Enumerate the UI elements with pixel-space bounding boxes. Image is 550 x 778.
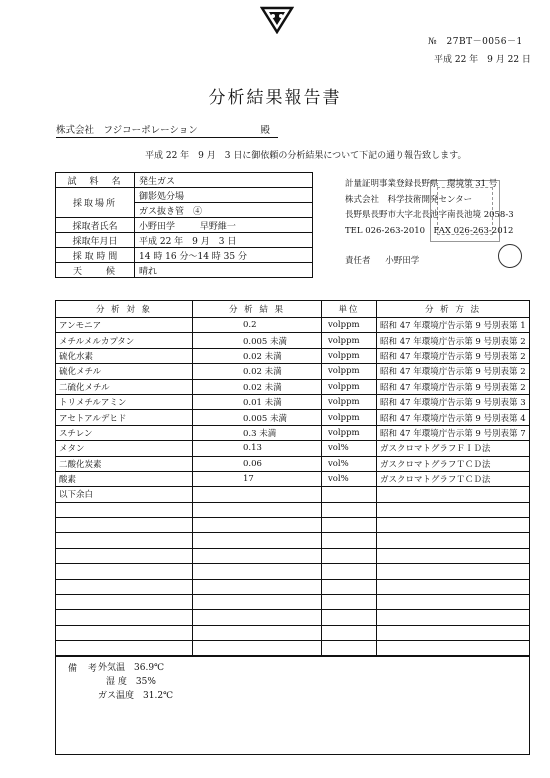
table-row <box>56 318 530 333</box>
cell-result <box>193 502 322 517</box>
cell-method: 昭和 47 年環境庁告示第 9 号別表第 2 <box>377 333 530 348</box>
table-row <box>56 487 530 502</box>
organization-address: 長野県長野市大字北長池字南長池境 2058-3 <box>345 210 514 220</box>
table-row <box>56 333 530 348</box>
sampling-date-value: 平成 22 年 9 月 3 日 <box>135 233 313 248</box>
cell-result: 0.005 未満 <box>193 333 322 348</box>
weather-value: 晴れ <box>135 263 313 278</box>
cell-method: ガスクロマトグラフＴＣＤ法 <box>377 471 530 486</box>
cell-method <box>377 610 530 625</box>
sampling-location-value-2: ガス抜き管 ④ <box>135 203 313 218</box>
table-row <box>56 641 530 656</box>
cell-unit: volppm <box>322 379 377 394</box>
cell-method: 昭和 47 年環境庁告示第 9 号別表第 2 <box>377 364 530 379</box>
cell-result <box>193 579 322 594</box>
responsible-name: 小野田学 <box>385 256 420 266</box>
cell-unit <box>322 487 377 502</box>
results-table <box>55 300 530 657</box>
cell-unit: vol% <box>322 441 377 456</box>
table-row <box>56 548 530 563</box>
cell-result: 0.2 <box>193 318 322 333</box>
table-row <box>56 502 530 517</box>
issue-date: 平成 22 年 9 月 22 日 <box>434 55 531 65</box>
cell-method: ガスクロマトグラフＦＩＤ法 <box>377 441 530 456</box>
sample-info-table <box>55 172 313 278</box>
company-logo-icon <box>260 6 294 34</box>
cell-method <box>377 487 530 502</box>
cell-unit <box>322 533 377 548</box>
recipient-name: 株式会社 フジコーポレーション <box>56 125 198 136</box>
sample-name-label: 試 料 名 <box>56 173 135 188</box>
cell-result <box>193 533 322 548</box>
cell-unit <box>322 610 377 625</box>
table-row <box>56 564 530 579</box>
recipient-line <box>56 122 278 138</box>
table-row <box>56 364 530 379</box>
cell-target <box>56 610 193 625</box>
remarks-box <box>55 655 530 755</box>
personal-seal-icon <box>498 244 522 268</box>
responsible-person <box>345 254 419 266</box>
cell-unit: volppm <box>322 394 377 409</box>
cell-method: 昭和 47 年環境庁告示第 9 号別表第 1 <box>377 318 530 333</box>
cell-result: 0.02 未満 <box>193 379 322 394</box>
cell-unit: volppm <box>322 348 377 363</box>
table-row <box>56 441 530 456</box>
cell-target: スチレン <box>56 425 193 440</box>
col-header-result: 分 析 結 果 <box>193 301 322 318</box>
cell-method: 昭和 47 年環境庁告示第 9 号別表第 2 <box>377 379 530 394</box>
table-row <box>56 579 530 594</box>
cell-unit: volppm <box>322 425 377 440</box>
cell-method: 昭和 47 年環境庁告示第 9 号別表第 4 <box>377 410 530 425</box>
cell-target <box>56 564 193 579</box>
cell-unit: volppm <box>322 364 377 379</box>
cell-method <box>377 518 530 533</box>
table-row <box>56 348 530 363</box>
cell-target: 以下余白 <box>56 487 193 502</box>
results-header-row <box>56 301 530 318</box>
cell-target: メチルメルカプタン <box>56 333 193 348</box>
sampler-label: 採取者氏名 <box>56 218 135 233</box>
cell-target <box>56 595 193 610</box>
recipient-honorific: 殿 <box>260 125 270 136</box>
sample-info-row <box>56 248 313 263</box>
cell-method <box>377 579 530 594</box>
sampler-name-1: 小野田学 <box>139 221 176 232</box>
cell-unit <box>322 548 377 563</box>
table-row <box>56 533 530 548</box>
cell-target: 硫化水素 <box>56 348 193 363</box>
cell-target <box>56 518 193 533</box>
weather-label: 天 候 <box>56 263 135 278</box>
cell-method <box>377 625 530 640</box>
remark-gas-temp: ガス温度 31.2℃ <box>98 691 174 701</box>
table-row <box>56 610 530 625</box>
cell-result: 0.01 未満 <box>193 394 322 409</box>
cell-target: メタン <box>56 441 193 456</box>
cell-method <box>377 564 530 579</box>
cell-target: アンモニア <box>56 318 193 333</box>
cell-target: 二硫化メチル <box>56 379 193 394</box>
cell-unit <box>322 502 377 517</box>
cell-method <box>377 548 530 563</box>
sampling-time-label: 採 取 時 間 <box>56 248 135 263</box>
cell-method: ガスクロマトグラフＴＣＤ法 <box>377 456 530 471</box>
cell-target: トリメチルアミン <box>56 394 193 409</box>
cell-method <box>377 641 530 656</box>
cell-result: 17 <box>193 471 322 486</box>
cell-result: 0.02 未満 <box>193 364 322 379</box>
cell-method: 昭和 47 年環境庁告示第 9 号別表第 7 <box>377 425 530 440</box>
cell-unit: volppm <box>322 410 377 425</box>
sample-info-row <box>56 188 313 203</box>
table-row <box>56 410 530 425</box>
table-row <box>56 595 530 610</box>
cell-target <box>56 641 193 656</box>
cell-result: 0.02 未満 <box>193 348 322 363</box>
cell-result <box>193 641 322 656</box>
sample-name-value: 発生ガス <box>135 173 313 188</box>
cell-unit <box>322 564 377 579</box>
table-row <box>56 518 530 533</box>
cell-result <box>193 625 322 640</box>
table-row <box>56 456 530 471</box>
sampler-name-2: 早野維一 <box>199 221 236 232</box>
col-header-target: 分 析 対 象 <box>56 301 193 318</box>
cell-result <box>193 564 322 579</box>
cell-result: 0.005 未満 <box>193 410 322 425</box>
organization-contact: TEL 026-263-2010 FAX 026-263-2012 <box>345 225 514 236</box>
cell-target <box>56 548 193 563</box>
cell-target <box>56 502 193 517</box>
organization-name: 株式会社 科学技術開発センター <box>345 194 473 205</box>
cell-target: アセトアルデヒド <box>56 410 193 425</box>
table-row <box>56 394 530 409</box>
cell-unit <box>322 641 377 656</box>
cell-result <box>193 595 322 610</box>
remark-outside-temp: 外気温 36.9℃ <box>98 663 165 673</box>
cell-target: 硫化メチル <box>56 364 193 379</box>
intro-text: 平成 22 年 9 月 3 日に御依頼の分析結果について下記の通り報告致します。 <box>145 151 467 161</box>
cell-result <box>193 518 322 533</box>
document-number: № 27BT－0056－1 <box>428 37 523 47</box>
cell-target <box>56 625 193 640</box>
responsible-label: 責任者 <box>345 256 371 266</box>
cell-unit <box>322 625 377 640</box>
cell-target: 二酸化炭素 <box>56 456 193 471</box>
registration-line: 計量証明事業登録長野県 環境第 31 号 <box>345 179 498 189</box>
table-row <box>56 379 530 394</box>
cell-method <box>377 502 530 517</box>
cell-result <box>193 610 322 625</box>
cell-method <box>377 595 530 610</box>
sampling-location-label: 採取場所 <box>56 188 135 218</box>
cell-target: 酸素 <box>56 471 193 486</box>
cell-target <box>56 579 193 594</box>
cell-target <box>56 533 193 548</box>
sampling-location-value-1: 御影処分場 <box>135 188 313 203</box>
cell-unit: volppm <box>322 318 377 333</box>
cell-result: 0.06 <box>193 456 322 471</box>
remark-humidity: 湿 度 35% <box>106 677 156 687</box>
cell-result <box>193 487 322 502</box>
remarks-lines <box>98 661 173 703</box>
cell-result: 0.13 <box>193 441 322 456</box>
sample-info-row <box>56 218 313 233</box>
table-row <box>56 471 530 486</box>
cell-result <box>193 548 322 563</box>
cell-unit: volppm <box>322 333 377 348</box>
col-header-unit: 単位 <box>322 301 377 318</box>
cell-unit: vol% <box>322 471 377 486</box>
cell-method <box>377 533 530 548</box>
remarks-label: 備 考 <box>68 664 101 674</box>
cell-method: 昭和 47 年環境庁告示第 9 号別表第 2 <box>377 348 530 363</box>
page-title: 分析結果報告書 <box>208 88 342 108</box>
sample-info-row <box>56 263 313 278</box>
cell-result: 0.3 未満 <box>193 425 322 440</box>
col-header-method: 分 析 方 法 <box>377 301 530 318</box>
sampling-date-label: 採取年月日 <box>56 233 135 248</box>
table-row <box>56 625 530 640</box>
cell-unit: vol% <box>322 456 377 471</box>
cell-unit <box>322 595 377 610</box>
cell-unit <box>322 579 377 594</box>
cell-method: 昭和 47 年環境庁告示第 9 号別表第 3 <box>377 394 530 409</box>
sample-info-row <box>56 173 313 188</box>
table-row <box>56 425 530 440</box>
organization-block <box>345 177 514 239</box>
sampling-time-value: 14 時 16 分～14 時 35 分 <box>135 248 313 263</box>
sample-info-row <box>56 233 313 248</box>
cell-unit <box>322 518 377 533</box>
sampler-value <box>135 218 313 233</box>
